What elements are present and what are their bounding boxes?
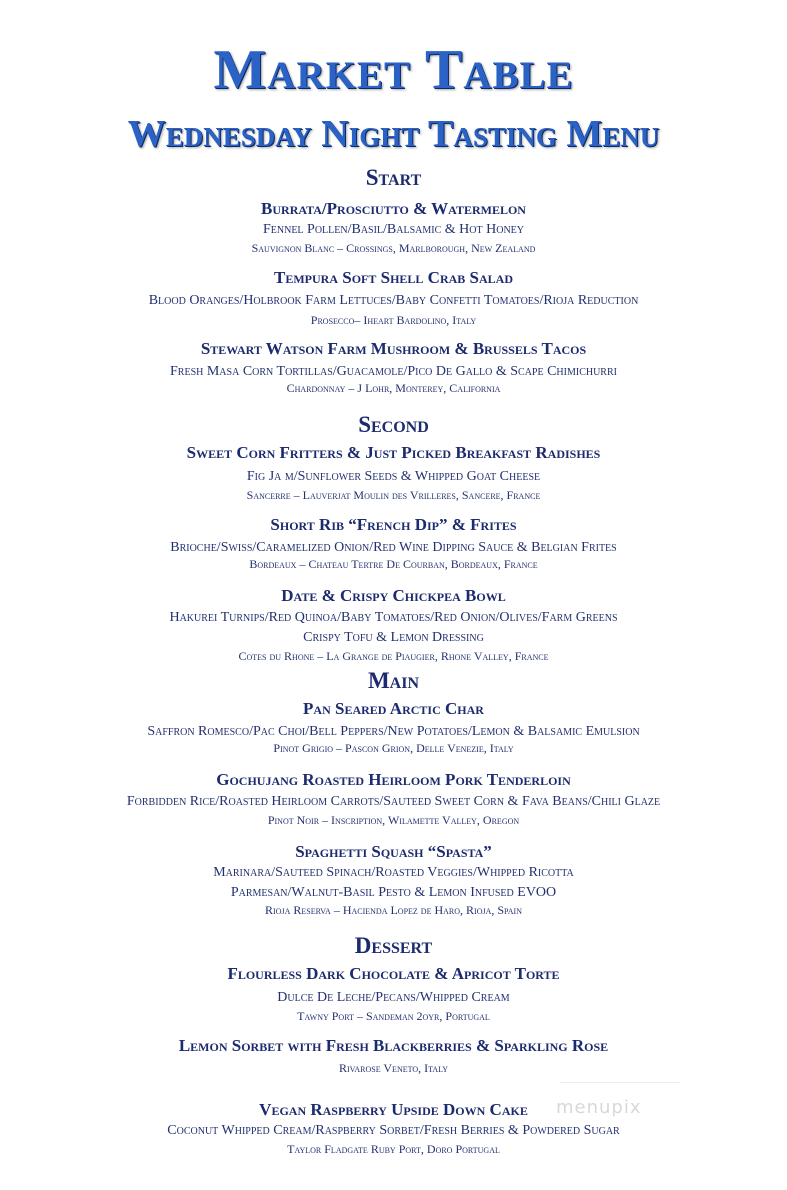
dish-description: Coconut Whipped Cream/Raspberry Sorbet/Fresh Berries & Powdered Sugar — [167, 1123, 620, 1138]
dish-name: Burrata/Prosciutto & Watermelon — [261, 199, 526, 218]
wine-pairing: Sauvignon Blanc – Crossings, Marlborough, New Zealand — [251, 241, 536, 255]
wine-pairing: Cotes du Rhone – La Grange de Piaugier, Rhone Valley, France — [238, 649, 549, 663]
wine-pairing: Bordeaux – Chateau Tertre De Courban, Bordeaux, France — [249, 557, 538, 571]
wine-pairing: Pinot Grigio – Pascon Grion, Delle Venezie, Italy — [273, 741, 514, 755]
wine-pairing: Rioja Reserva – Hacienda Lopez de Haro, Rioja, Spain — [265, 903, 522, 917]
dish-description: Fresh Masa Corn Tortillas/Guacamole/Pico De Gallo & Scape Chimichurri — [170, 364, 617, 379]
dish-description: Fig Ja m/Sunflower Seeds & Whipped Goat Cheese — [246, 469, 541, 484]
dish-name: Lemon Sorbet with Fresh Blackberries & Sparkling Rose — [178, 1036, 609, 1055]
dish-name: Sweet Corn Fritters & Just Picked Breakfast Radishes — [186, 443, 601, 462]
dish-name: Gochujang Roasted Heirloom Pork Tenderloin — [216, 770, 571, 789]
section-heading-start: Start — [365, 165, 422, 190]
dish-name: Tempura Soft Shell Crab Salad — [274, 268, 513, 287]
wine-pairing: Rivarose Veneto, Italy — [338, 1061, 449, 1075]
section-heading-dessert: Dessert — [354, 933, 433, 958]
watermark-rule — [560, 1082, 680, 1083]
wine-pairing: Sancerre – Lauverjat Moulin des Vrilleres, Sancere, France — [246, 488, 541, 502]
dish-description: Marinara/Sauteed Spinach/Roasted Veggies/Whipped Ricotta — [213, 865, 574, 880]
dish-description: Forbidden Rice/Roasted Heirloom Carrots/Sauteed Sweet Corn & Fava Beans/Chili Glaze — [126, 794, 661, 809]
wine-pairing: Taylor Fladgate Ruby Port, Doro Portugal — [287, 1142, 500, 1156]
dish-description: Hakurei Turnips/Red Quinoa/Baby Tomatoes/Red Onion/Olives/Farm Greens — [169, 610, 618, 625]
wine-pairing: Chardonnay – J Lohr, Monterey, California — [286, 381, 501, 395]
section-heading-second: Second — [358, 412, 429, 437]
menu-subtitle: Wednesday Night Tasting Menu — [127, 113, 660, 155]
dish-description: Crispy Tofu & Lemon Dressing — [303, 630, 484, 645]
dish-description: Blood Oranges/Holbrook Farm Lettuces/Baby Confetti Tomatoes/Rioja Reduction — [148, 293, 639, 308]
dish-name: Short Rib “French Dip” & Frites — [270, 515, 517, 534]
wine-pairing: Pinot Noir – Inscription, Wilamette Valley, Oregon — [267, 813, 520, 827]
dish-description: Parmesan/Walnut-Basil Pesto & Lemon Infused EVOO — [230, 885, 557, 900]
wine-pairing: Tawny Port – Sandeman 2oyr, Portugal — [297, 1009, 490, 1023]
dish-name: Pan Seared Arctic Char — [303, 699, 484, 718]
dish-name: Stewart Watson Farm Mushroom & Brussels Tacos — [200, 339, 587, 358]
dish-description: Dulce De Leche/Pecans/Whipped Cream — [277, 990, 510, 1005]
dish-description: Brioche/Swiss/Caramelized Onion/Red Wine Dipping Sauce & Belgian Frites — [170, 540, 617, 555]
restaurant-title: Market Table — [213, 39, 574, 101]
dish-description: Fennel Pollen/Basil/Balsamic & Hot Honey — [262, 222, 524, 237]
watermark-logo: menupix — [556, 1097, 642, 1118]
dish-name: Spaghetti Squash “Spasta” — [295, 842, 492, 861]
dish-name: Flourless Dark Chocolate & Apricot Torte — [227, 964, 560, 983]
section-heading-main: Main — [367, 668, 420, 693]
dish-name: Date & Crispy Chickpea Bowl — [281, 586, 506, 605]
dish-name: Vegan Raspberry Upside Down Cake — [259, 1100, 528, 1119]
wine-pairing: Prosecco– Iheart Bardolino, Italy — [310, 313, 477, 327]
dish-description: Saffron Romesco/Pac Choi/Bell Peppers/New Potatoes/Lemon & Balsamic Emulsion — [147, 724, 640, 739]
